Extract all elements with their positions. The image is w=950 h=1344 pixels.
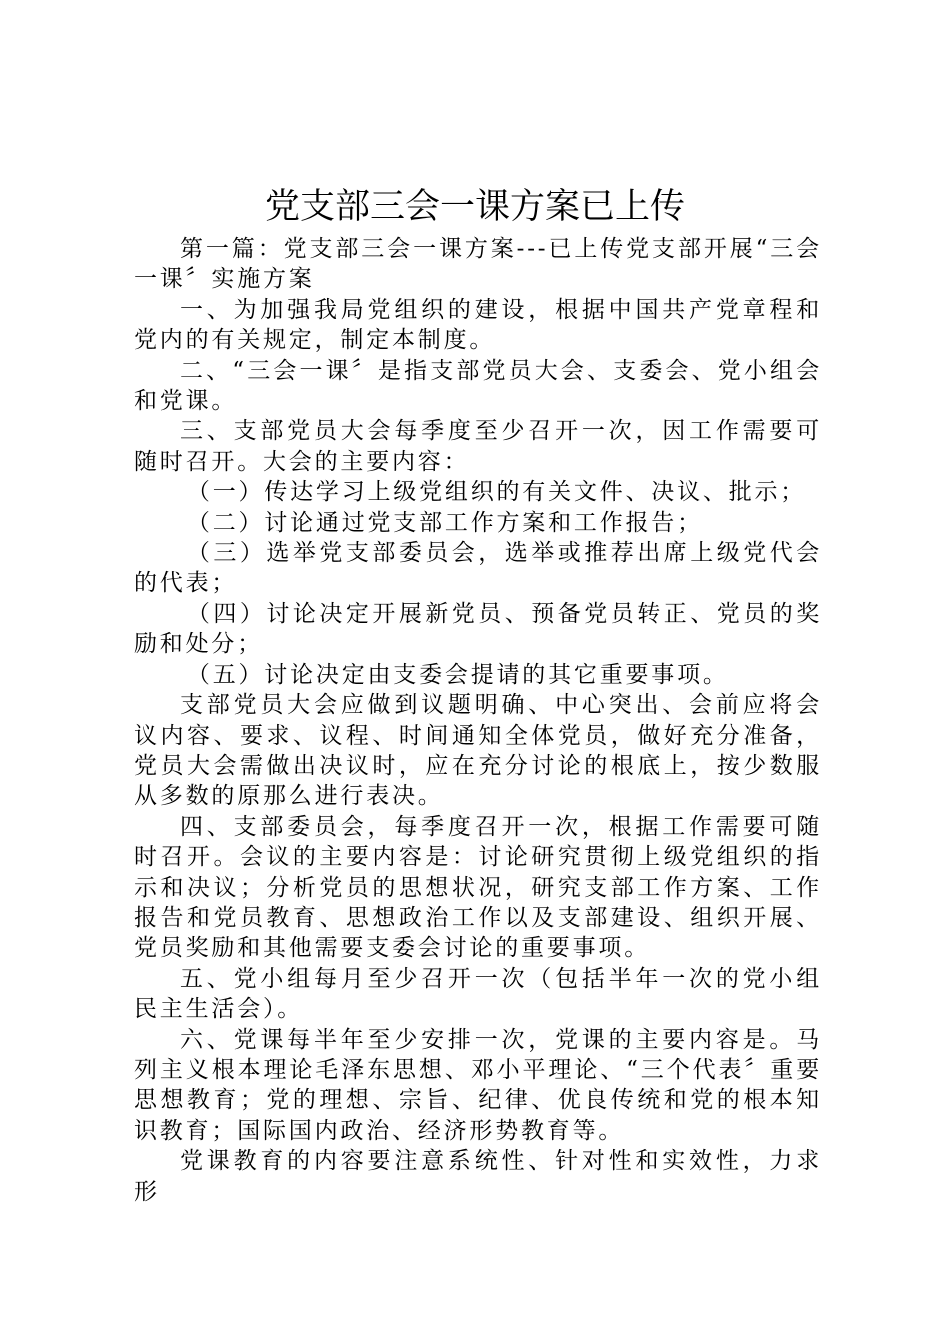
- paragraph-section-six: 六、党课每半年至少安排一次，党课的主要内容是。马列主义根本理论毛泽东思想、邓小平理论、“三个代表〞重要思想教育；党的理想、宗旨、纪律、优良传统和党的根本知识教育；国际国内政治、经济形势教育等。: [134, 1026, 822, 1144]
- paragraph-heading-first-part: 第一篇：党支部三会一课方案---已上传党支部开展“三会一课〞实施方案: [134, 236, 822, 293]
- paragraph-item-two: （二）讨论通过党支部工作方案和工作报告；: [186, 509, 703, 536]
- paragraph-section-two: 二、“三会一课〞是指支部党员大会、支委会、党小组会和党课。: [134, 357, 822, 415]
- paragraph-section-one: 一、为加强我局党组织的建设，根据中国共产党章程和党内的有关规定，制定本制度。: [134, 296, 822, 354]
- paragraph-item-five: （五）讨论决定由支委会提请的其它重要事项。: [186, 661, 729, 688]
- paragraph-item-four: （四）讨论决定开展新党员、预备党员转正、党员的奖励和处分；: [134, 600, 822, 658]
- paragraph-section-three: 三、支部党员大会每季度至少召开一次，因工作需要可随时召开。大会的主要内容：: [134, 418, 822, 475]
- document-body: [134, 234, 822, 1207]
- paragraph-item-three: （三）选举党支部委员会，选举或推荐出席上级党代会的代表；: [134, 540, 822, 597]
- paragraph-section-four: 四、支部委员会，每季度召开一次，根据工作需要可随时召开。会议的主要内容是：讨论研究贯彻上级党组织的指示和决议；分析党员的思想状况，研究支部工作方案、工作报告和党员教育、思想政治工作以及支部建设、组织开展、党员奖励和其他需要支委会讨论的重要事项。: [134, 813, 822, 962]
- paragraph-member-meeting-rules: 支部党员大会应做到议题明确、中心突出、会前应将会议内容、要求、议程、时间通知全体党员，做好充分准备，党员大会需做出决议时，应在充分讨论的根底上，按少数服从多数的原那么进行表决。: [134, 692, 822, 810]
- paragraph-section-five: 五、党小组每月至少召开一次（包括半年一次的党小组民主生活会）。: [134, 965, 822, 1023]
- paragraph-item-one: （一）传达学习上级党组织的有关文件、决议、批示；: [186, 479, 807, 506]
- paragraph-party-lecture-content: 党课教育的内容要注意系统性、针对性和实效性，力求形: [134, 1148, 822, 1205]
- document-title: 党支部三会一课方案已上传: [264, 187, 685, 227]
